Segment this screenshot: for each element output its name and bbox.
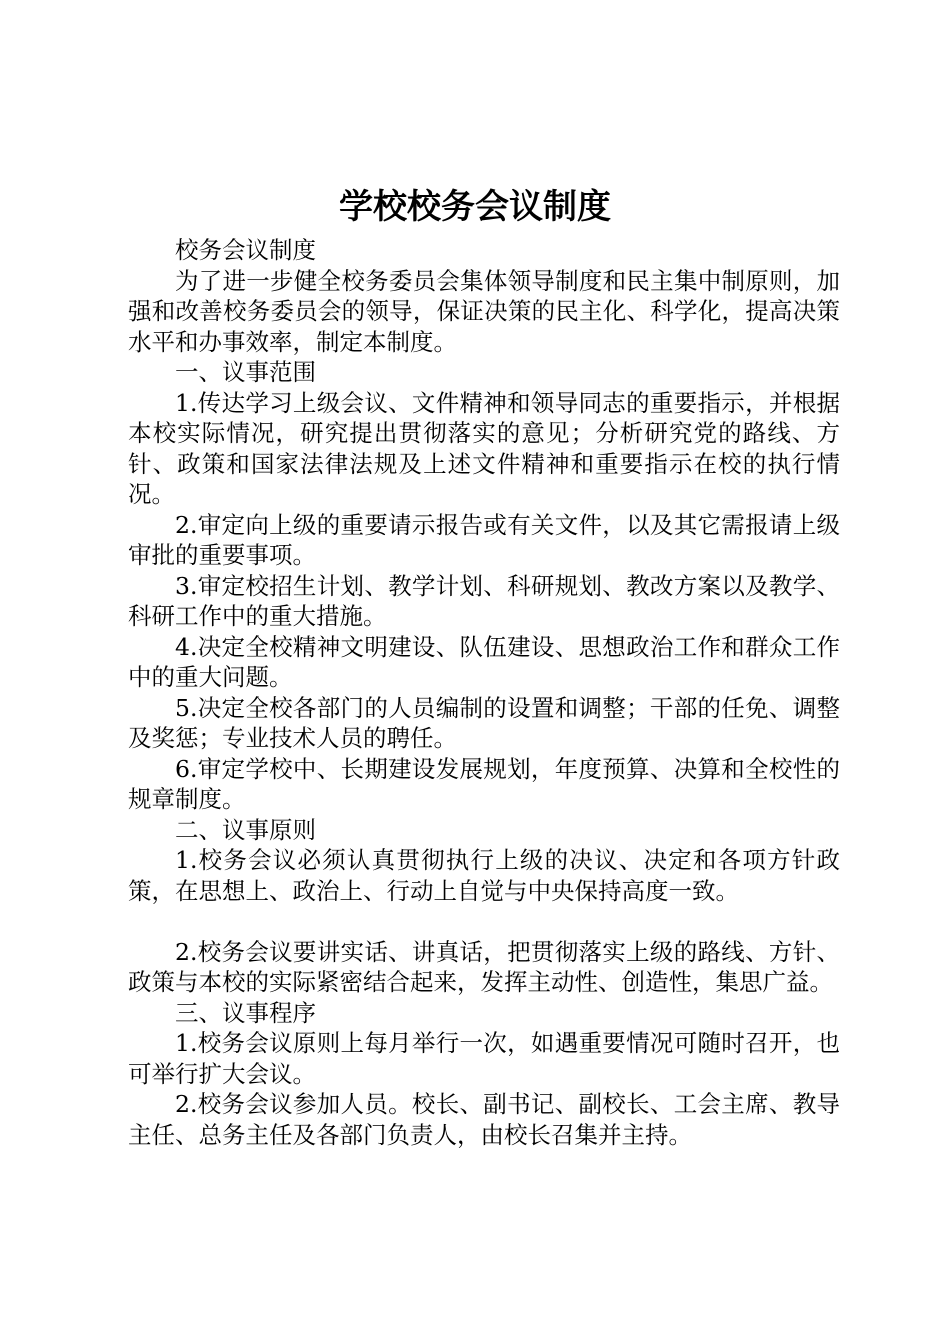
document-body: [128, 235, 840, 1150]
section-heading-scope: 一、议事范围: [175, 358, 316, 386]
scope-item-4: 4.决定全校精神文明建设、队伍建设、思想政治工作和群众工作中的重大问题。: [128, 632, 840, 691]
paragraph-intro: 为了进一步健全校务委员会集体领导制度和民主集中制原则，加强和改善校务委员会的领导，保证决策的民主化、科学化，提高决策水平和办事效率，制定本制度。: [128, 266, 840, 356]
scope-item-1: 1.传达学习上级会议、文件精神和领导同志的重要指示，并根据本校实际情况，研究提出贯彻落实的意见；分析研究党的路线、方针、政策和国家法律法规及上述文件精神和重要指示在校的执行情况。: [128, 388, 840, 508]
scope-item-2: 2.审定向上级的重要请示报告或有关文件，以及其它需报请上级审批的重要事项。: [128, 510, 840, 569]
scope-item-3: 3.审定校招生计划、教学计划、科研规划、教改方案以及教学、科研工作中的重大措施。: [128, 571, 840, 630]
principle-item-2: 2.校务会议要讲实话、讲真话，把贯彻落实上级的路线、方针、政策与本校的实际紧密结合起来，发挥主动性、创造性，集思广益。: [128, 937, 840, 996]
principle-item-1: 1.校务会议必须认真贯彻执行上级的决议、决定和各项方针政策，在思想上、政治上、行动上自觉与中央保持高度一致。: [128, 846, 840, 905]
procedure-item-2: 2.校务会议参加人员。校长、副书记、副校长、工会主席、教导主任、总务主任及各部门负责人，由校长召集并主持。: [128, 1090, 840, 1149]
section-heading-principles: 二、议事原则: [175, 815, 316, 844]
procedure-item-1: 1.校务会议原则上每月举行一次，如遇重要情况可随时召开，也可举行扩大会议。: [128, 1029, 840, 1088]
paragraph-subtitle: 校务会议制度: [175, 236, 316, 264]
scope-item-5: 5.决定全校各部门的人员编制的设置和调整；干部的任免、调整及奖惩；专业技术人员的聘任。: [128, 693, 840, 752]
document-title: 学校校务会议制度: [339, 187, 611, 227]
section-heading-procedure: 三、议事程序: [175, 998, 316, 1027]
scope-item-6: 6.审定学校中、长期建设发展规划，年度预算、决算和全校性的规章制度。: [128, 754, 840, 813]
